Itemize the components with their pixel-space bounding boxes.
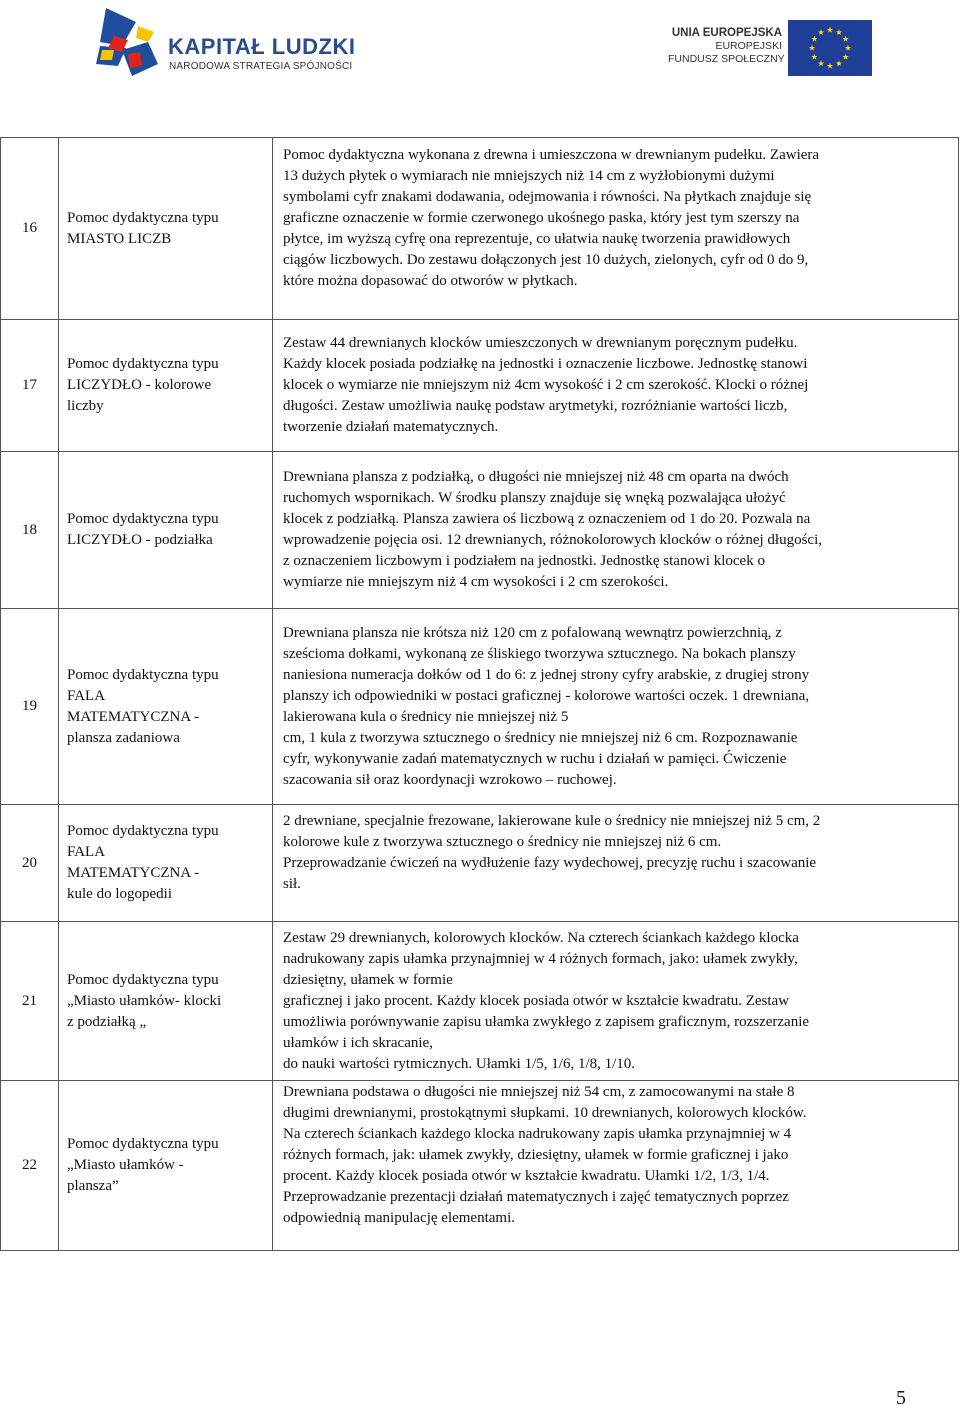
table-row [1,320,959,452]
ue-line-2: EUROPEJSKI [715,40,782,52]
kapital-ludzki-title: KAPITAŁ LUDZKI [168,34,356,59]
row-number: 21 [1,922,59,1081]
row-number: 18 [1,452,59,609]
table-row [1,805,959,922]
item-description: Drewniana plansza z podziałką, o długości nie mniejszej niż 48 cm oparta na dwóch ruchomych wspornikach. W środku planszy znajduje się wnęką pozwalająca ułożyć klocek z podziałką. Plansza zawiera oś liczbową z oznaczeniem od 1 do 20. Pozwala na wprowadzenie pojęcia osi. 12 drewnianych, różnokolorowych klocków o różnej długości, z oznaczeniem liczbowym i podziałem na jednostki. Jednostkę stanowi klocek o wymiarze nie mniejszym niż 4 cm wysokości i 2 cm szerokości. [273,452,959,609]
table-row [1,609,959,805]
ue-line-3: FUNDUSZ SPOŁECZNY [668,53,785,65]
row-number: 20 [1,805,59,922]
item-name: Pomoc dydaktyczna typu „Miasto ułamków - plansza” [59,1081,273,1251]
ue-line-1: UNIA EUROPEJSKA [671,27,782,39]
kapital-ludzki-subtitle: NARODOWA STRATEGIA SPÓJNOŚCI [169,61,353,72]
table-row [1,1081,959,1251]
item-name: Pomoc dydaktyczna typu LICZYDŁO - kolorowe liczby [59,320,273,452]
page-header [0,0,960,110]
page-number: 5 [896,1387,906,1409]
row-number: 22 [1,1081,59,1251]
ue-efs-logo [668,20,873,80]
kapital-ludzki-logo [92,6,362,82]
item-description: Drewniana podstawa o długości nie mniejszej niż 54 cm, z zamocowanymi na stałe 8 długimi drewnianymi, prostokątnymi słupkami. 10 drewnianych, kolorowych klocków. Na czterech ściankach każdego klocka nadrukowany zapis ułamka przynajmniej w 4 różnych formach, jak: ułamek zwykły, dziesiętny, ułamek w formie graficznej i jako procent. Każdy klocek posiada otwór w kształcie kwadratu. Ułamki 1/2, 1/3, 1/4. Przeprowadzanie prezentacji działań matematycznych i zajęć tematycznych poprzez odpowiednią manipulację elementami. [273,1081,959,1251]
table-row [1,922,959,1081]
row-number: 16 [1,138,59,320]
ue-text-block [668,26,785,66]
item-name: Pomoc dydaktyczna typu „Miasto ułamków- klocki z podziałką „ [59,922,273,1081]
items-table [0,137,959,1251]
item-name: Pomoc dydaktyczna typu LICZYDŁO - podziałka [59,452,273,609]
eu-flag-icon [788,20,872,76]
item-name: Pomoc dydaktyczna typu MIASTO LICZB [59,138,273,320]
item-description: Drewniana plansza nie krótsza niż 120 cm z pofalowaną wewnątrz powierzchnią, z sześcioma dołkami, wykonaną ze śliskiego tworzywa sztucznego. Na bokach planszy naniesiona numeracja dołków od 1 do 6: z jednej strony cyfry arabskie, z drugiej strony planszy ich odpowiedniki w postaci graficznej - kolorowe wartości oczek. 1 drewniana, lakierowana kula o średnicy nie mniejszej niż 5 cm, 1 kula z tworzywa sztucznego o średnicy nie mniejszej niż 6 cm. Rozpoznawanie cyfr, wykonywanie zadań matematycznych w ruchu i działań w pamięci. Ćwiczenie szacowania sił oraz koordynacji wzrokowo – ruchowej. [273,609,959,805]
item-description: Zestaw 29 drewnianych, kolorowych klocków. Na czterech ściankach każdego klocka nadrukowany zapis ułamka przynajmniej w 4 różnych formach, jako: ułamek zwykły, dziesiętny, ułamek w formie graficznej i jako procent. Każdy klocek posiada otwór w kształcie kwadratu. Zestaw umożliwia porównywanie zapisu ułamka zwykłego z zapisem graficznym, rozszerzanie ułamków i ich skracanie, do nauki wartości rytmicznych. Ułamki 1/5, 1/6, 1/8, 1/10. [273,922,959,1081]
item-name: Pomoc dydaktyczna typu FALA MATEMATYCZNA - plansza zadaniowa [59,609,273,805]
item-description: Zestaw 44 drewnianych klocków umieszczonych w drewnianym poręcznym pudełku. Każdy klocek posiada podziałkę na jednostki i oznaczenie liczbowe. Jednostkę stanowi klocek o wymiarze nie mniejszym niż 4cm wysokość i 2 cm szerokość. Klocki o różnej długości. Zestaw umożliwia naukę podstaw arytmetyki, rozróżnianie wartości liczb, tworzenie działań matematycznych. [273,320,959,452]
item-description: 2 drewniane, specjalnie frezowane, lakierowane kule o średnicy nie mniejszej niż 5 cm, 2 kolorowe kule z tworzywa sztucznego o średnicy nie mniejszej niż 6 cm. Przeprowadzanie ćwiczeń na wydłużenie fazy wydechowej, precyzję ruchu i szacowanie sił. [273,805,959,922]
table-row [1,138,959,320]
item-description: Pomoc dydaktyczna wykonana z drewna i umieszczona w drewnianym pudełku. Zawiera 13 dużych płytek o wymiarach nie mniejszych niż 14 cm z wyżłobionymi dużymi symbolami cyfr znakami dodawania, odejmowania i równości. Na płytkach znajduje się graficzne oznaczenie w formie czerwonego ukośnego paska, który jest tym szerszy na płytce, im wyższą cyfrę ona reprezentuje, co ułatwia naukę tworzenia prawidłowych ciągów liczbowych. Do zestawu dołączonych jest 10 dużych, zielonych, cyfr od 0 do 9, które można dopasować do otworów w płytkach. [273,138,959,320]
table-row [1,452,959,609]
row-number: 17 [1,320,59,452]
row-number: 19 [1,609,59,805]
kapital-ludzki-emblem-icon [92,6,164,82]
item-name: Pomoc dydaktyczna typu FALA MATEMATYCZNA - kule do logopedii [59,805,273,922]
